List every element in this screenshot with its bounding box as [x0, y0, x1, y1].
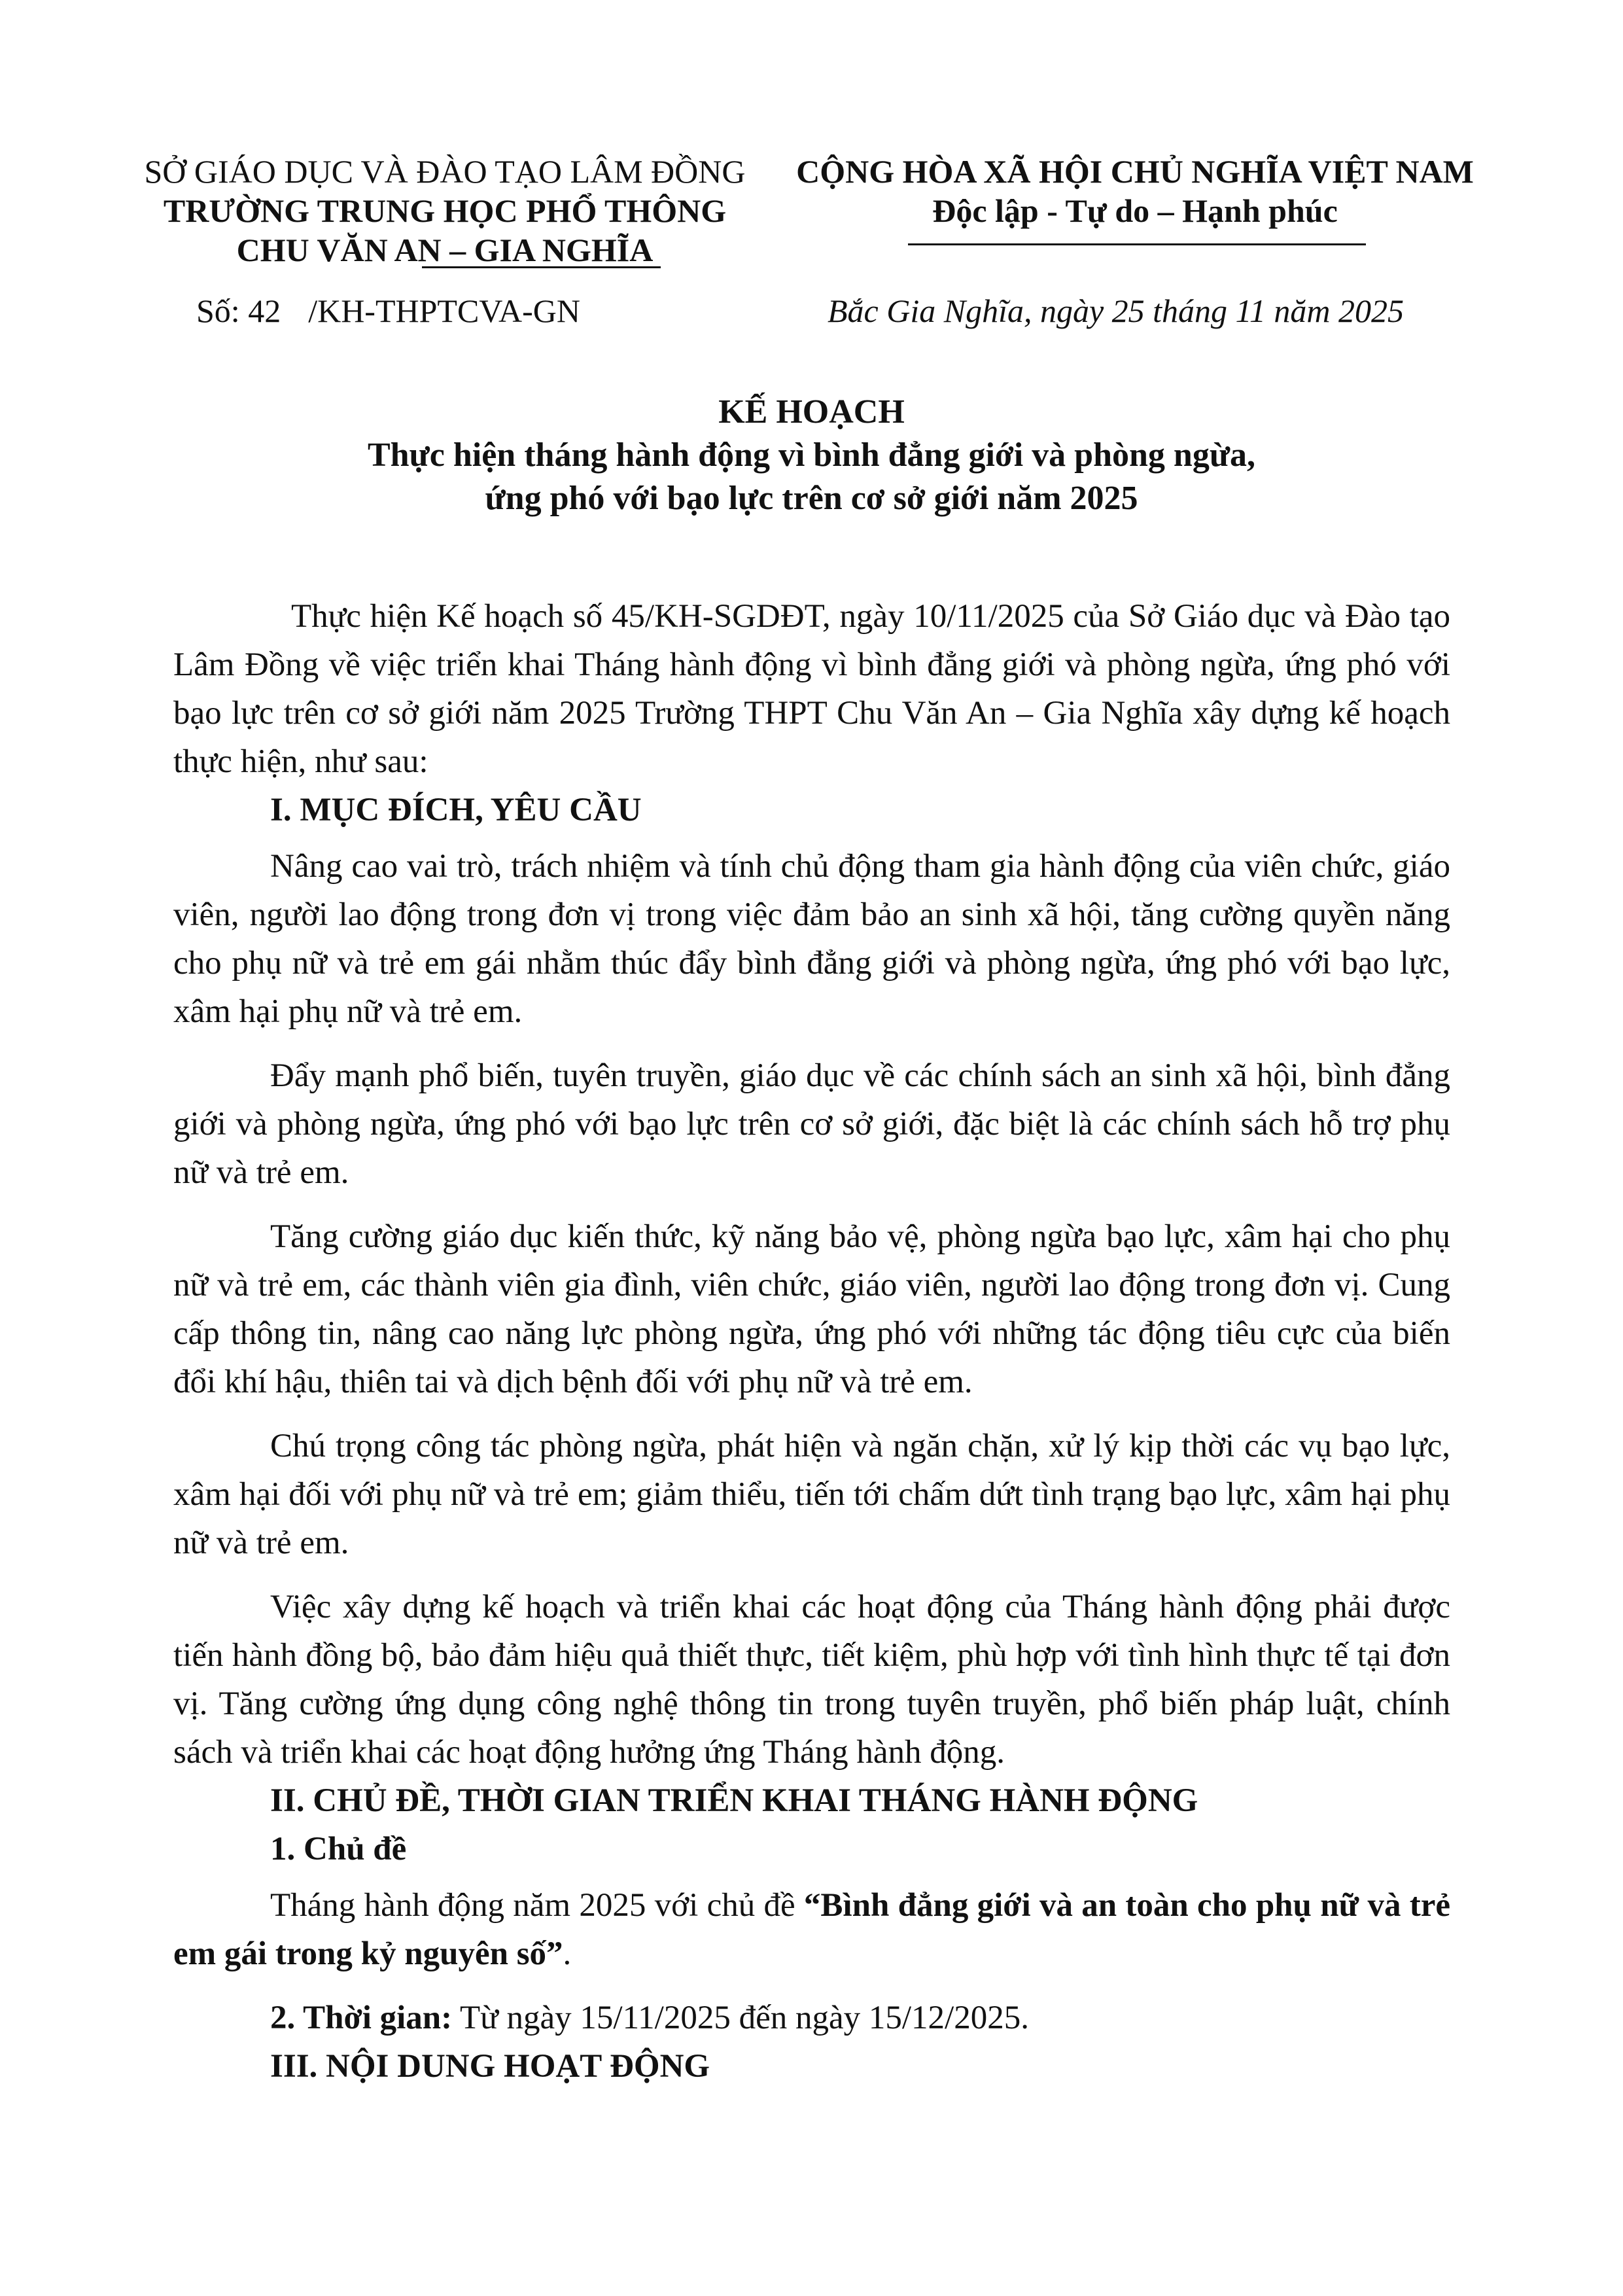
country-name: CỘNG HÒA XÃ HỘI CHỦ NGHĨA VIỆT NAM [796, 153, 1474, 190]
section-heading: I. MỤC ĐÍCH, YÊU CẦU [270, 792, 642, 828]
national-motto-block [772, 152, 1498, 230]
document-title [131, 391, 1492, 520]
theme-title: “Bình đẳng giới và an toàn cho phụ nữ và trẻ em gái trong kỷ nguyên số” [173, 1887, 1450, 1972]
document-number-code: /KH-THPTCVA-GN [308, 292, 580, 329]
title-subtitle-line2: ứng phó với bạo lực trên cơ sở giới năm 2025 [485, 480, 1138, 517]
intro-paragraph: Thực hiện Kế hoạch số 45/KH-SGDĐT, ngày 10/11/2025 của Sở Giáo dục và Đào tạo Lâm Đồng về việc triển khai Tháng hành động vì bình đẳng giới và phòng ngừa, ứng phó với bạo lực trên cơ sở giới năm 2025 Trường THPT Chu Văn An – Gia Nghĩa xây dựng kế hoạch thực hiện, như sau: [173, 598, 1450, 780]
issuer-department: SỞ GIÁO DỤC VÀ ĐÀO TẠO LÂM ĐỒNG [144, 153, 746, 190]
theme-prefix: Tháng hành động năm 2025 với chủ đề [270, 1887, 804, 1924]
time-label: 2. Thời gian: [270, 2000, 453, 2036]
title-main: KẾ HOẠCH [718, 393, 905, 431]
issuer-school-line2: CHU VĂN AN – GIA NGHĨA [236, 232, 654, 268]
body-paragraph: Chú trọng công tác phòng ngừa, phát hiện và ngăn chặn, xử lý kịp thời các vụ bạo lực, xâm hại đối với phụ nữ và trẻ em; giảm thiểu, tiến tới chấm dứt tình trạng bạo lực, xâm hại phụ nữ và trẻ em. [173, 1428, 1450, 1561]
motto-underline [908, 243, 1366, 245]
theme-paragraph [173, 1881, 1450, 1978]
subsection-heading: 1. Chủ đề [270, 1831, 407, 1867]
time-value: Từ ngày 15/11/2025 đến ngày 15/12/2025. [452, 2000, 1029, 2036]
issuer-school-line1: TRƯỜNG TRUNG HỌC PHỔ THÔNG [163, 192, 727, 229]
body-paragraph: Tăng cường giáo dục kiến thức, kỹ năng bảo vệ, phòng ngừa bạo lực, xâm hại cho phụ nữ và trẻ em, các thành viên gia đình, viên chức, giáo viên, người lao động trong đơn vị. Cung cấp thông tin, nâng cao năng lực phòng ngừa, ứng phó với những tác động tiêu cực của biến đổi khí hậu, thiên tai và dịch bệnh đối với phụ nữ và trẻ em. [173, 1218, 1450, 1400]
time-paragraph [173, 1994, 1450, 2042]
place-date: Bắc Gia Nghĩa, ngày 25 tháng 11 năm 2025 [828, 292, 1404, 329]
theme-suffix: . [563, 1935, 572, 1972]
title-subtitle-line1: Thực hiện tháng hành động vì bình đẳng giới và phòng ngừa, [367, 436, 1256, 474]
document-number-label: Số: 42 [196, 292, 281, 329]
issuer-underline [422, 266, 661, 268]
document-number [196, 291, 580, 330]
body-paragraph: Đẩy mạnh phổ biến, tuyên truyền, giáo dục về các chính sách an sinh xã hội, bình đẳng giới và phòng ngừa, ứng phó với bạo lực trên cơ sở giới, đặc biệt là các chính sách hỗ trợ phụ nữ và trẻ em. [173, 1057, 1450, 1191]
document-body [173, 592, 1450, 2091]
body-paragraph: Nâng cao vai trò, trách nhiệm và tính chủ động tham gia hành động của viên chức, giáo viên, người lao động trong đơn vị trong việc đảm bảo an sinh xã hội, tăng cường quyền năng cho phụ nữ và trẻ em gái nhằm thúc đẩy bình đẳng giới và phòng ngừa, ứng phó với bạo lực, xâm hại phụ nữ và trẻ em. [173, 848, 1450, 1030]
section-heading: III. NỘI DUNG HOẠT ĐỘNG [270, 2048, 710, 2085]
issuer-block [131, 152, 759, 270]
national-motto: Độc lập - Tự do – Hạnh phúc [932, 192, 1338, 229]
section-heading: II. CHỦ ĐỀ, THỜI GIAN TRIỂN KHAI THÁNG HÀNH ĐỘNG [270, 1782, 1198, 1819]
body-paragraph: Việc xây dựng kế hoạch và triển khai các hoạt động của Tháng hành động phải được tiến hành đồng bộ, bảo đảm hiệu quả thiết thực, tiết kiệm, phù hợp với tình hình thực tế tại đơn vị. Tăng cường ứng dụng công nghệ thông tin trong tuyên truyền, phổ biến pháp luật, chính sách và triển khai các hoạt động hưởng ứng Tháng hành động. [173, 1589, 1450, 1771]
